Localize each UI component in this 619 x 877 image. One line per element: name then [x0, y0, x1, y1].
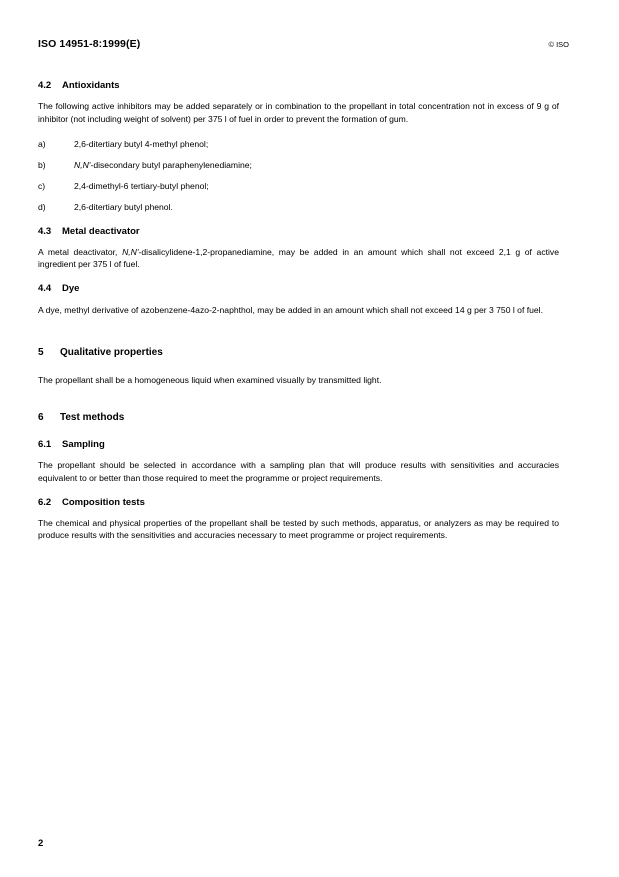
list-item-text: -disecondary butyl paraphenylenediamine; — [90, 159, 252, 170]
heading-4-2-number: 4.2 — [38, 80, 52, 91]
paragraph-4-3-pre: A metal deactivator, — [38, 246, 123, 257]
heading-6-1 — [38, 439, 559, 451]
heading-4-2-title: Antioxidants — [62, 80, 120, 91]
heading-6-number: 6 — [38, 412, 44, 424]
paragraph-4-3 — [38, 246, 559, 270]
paragraph-4-3-italic: N,N' — [122, 246, 139, 257]
heading-6-1-title: Sampling — [62, 439, 105, 451]
heading-6-title: Test methods — [60, 412, 125, 424]
list-item — [38, 138, 559, 150]
paragraph-4-3-post: -disalicylidene-1,2-propanediamine, may be added in an amount which shall not exceed 2,1 g of active ingredient per 375 l of fuel. — [38, 246, 559, 270]
heading-4-3-number: 4.3 — [38, 225, 52, 237]
paragraph-4-4: A dye, methyl derivative of azobenzene-4azo-2-naphthol, may be added in an amount which shall not exceed 14 g per 3 750 l of fuel. — [38, 304, 543, 315]
heading-6-2 — [38, 497, 559, 509]
document-body — [38, 80, 569, 542]
paragraph-5: The propellant shall be a homogeneous liquid when examined visually by transmitted light. — [38, 374, 382, 385]
document-identifier: ISO 14951-8:1999(E) — [38, 38, 141, 50]
heading-4-4 — [38, 283, 559, 295]
list-item-marker: a) — [38, 138, 46, 149]
heading-6-2-title: Composition tests — [62, 496, 145, 508]
list-item-marker: c) — [38, 181, 46, 192]
paragraph-6-2: The chemical and physical properties of the propellant shall be tested by such methods, apparatus, or analyzers as may be required to produce results with the sensitivities and accuracies necessary to meet programme or project requirements. — [38, 518, 559, 541]
list-item — [38, 201, 559, 213]
page-header — [38, 38, 569, 50]
list-item — [38, 159, 559, 171]
list-item-marker: b) — [38, 159, 46, 170]
copyright-notice: © ISO — [548, 40, 569, 49]
heading-6 — [38, 411, 559, 424]
heading-4-3-title: Metal deactivator — [62, 225, 140, 237]
heading-5-title: Qualitative properties — [60, 346, 163, 358]
section-spacer — [38, 399, 559, 411]
page-number: 2 — [38, 838, 44, 849]
list-item-text: 2,6-ditertiary butyl 4-methyl phenol; — [74, 138, 209, 149]
section-spacer — [38, 329, 559, 346]
heading-6-2-number: 6.2 — [38, 496, 52, 508]
list-item-text: 2,4-dimethyl-6 tertiary-butyl phenol; — [74, 181, 209, 192]
paragraph-6-1: The propellant should be selected in accordance with a sampling plan that will produce results with sensitivities and accuracies equivalent to or better than those required to meet the programme or project requirements. — [38, 460, 559, 483]
paragraph-4-2: The following active inhibitors may be added separately or in combination to the propellant in total concentration not in excess of 9 g of inhibitor (not including weight of solvent) per 375 l of fuel in order to prevent the formation of gum. — [38, 101, 559, 124]
heading-4-4-number: 4.4 — [38, 283, 52, 295]
heading-4-3 — [38, 226, 559, 238]
list-item — [38, 180, 559, 192]
heading-5 — [38, 346, 559, 359]
list-item-text-italic: N,N' — [74, 159, 91, 170]
list-item-text: 2,6-ditertiary butyl phenol. — [74, 202, 173, 213]
antioxidant-list — [38, 138, 559, 214]
list-item-marker: d) — [38, 202, 46, 213]
heading-4-2 — [38, 80, 559, 92]
heading-4-4-title: Dye — [62, 283, 80, 295]
heading-5-number: 5 — [38, 346, 44, 358]
heading-6-1-number: 6.1 — [38, 439, 52, 451]
